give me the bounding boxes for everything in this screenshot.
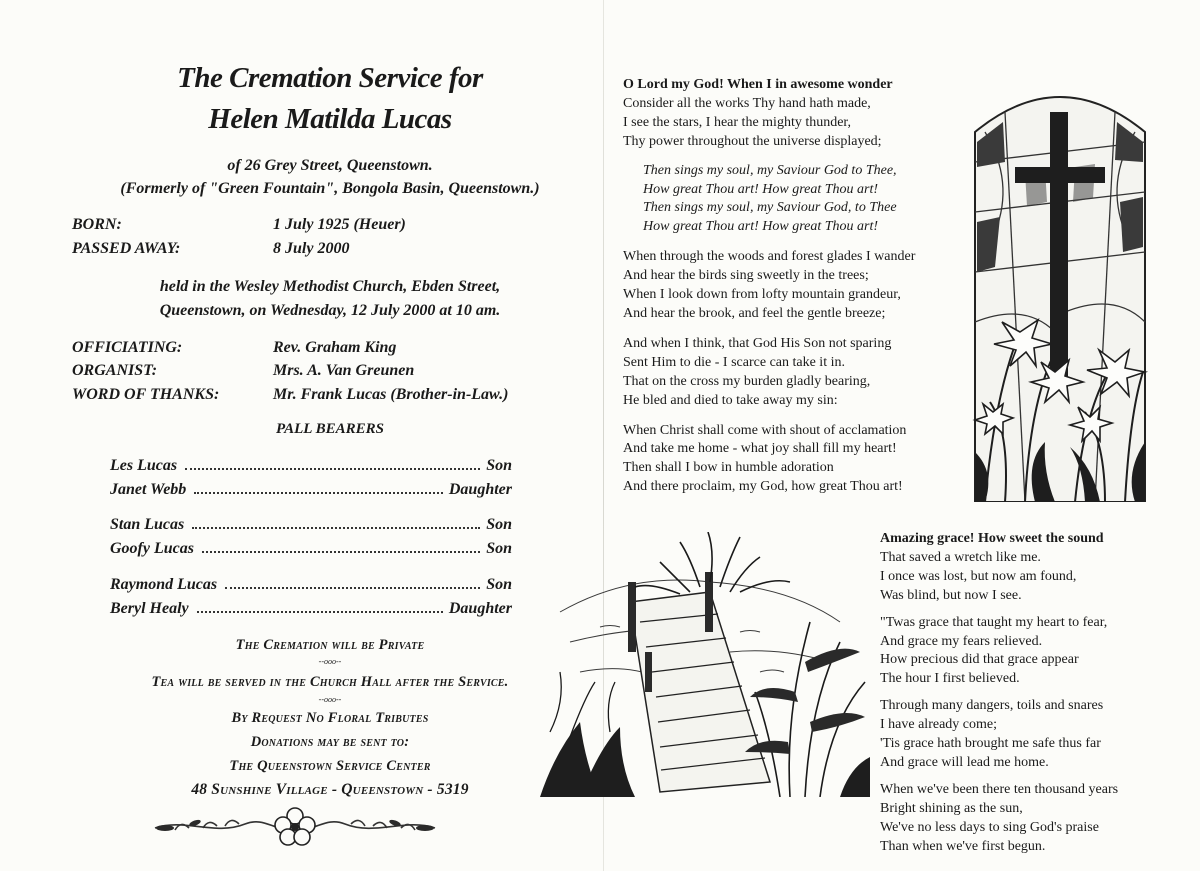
hymn-verse — [623, 422, 915, 498]
pall-bearer-entry — [110, 516, 512, 534]
pall-bearer-relation: Son — [486, 516, 512, 533]
address-line-1: of 26 Grey Street, Queenstown. — [227, 157, 433, 174]
title-line-2: Helen Matilda Lucas — [208, 103, 452, 135]
officiating-label: OFFICIATING: — [72, 339, 183, 356]
pall-bearer-entry — [110, 576, 512, 594]
organist-value: Mrs. A. Van Greunen — [273, 362, 415, 379]
hymn-line: And grace will lead me home. — [880, 754, 1049, 770]
hymn-verse — [880, 697, 1118, 773]
hymn-line: Than when we've first begun. — [880, 838, 1046, 854]
hymn-line: I once was lost, but now am found, — [880, 568, 1077, 584]
hymn-line: When through the woods and forest glades I wander — [623, 249, 916, 265]
pall-bearer-relation: Son — [486, 457, 512, 474]
donations-notice: Donations may be sent to: — [250, 734, 410, 750]
pall-bearers-heading: PALL BEARERS — [276, 421, 384, 437]
held-line-2: Queenstown, on Wednesday, 12 July 2000 at 10 am. — [159, 302, 501, 319]
dot-leader — [194, 492, 443, 494]
word-of-thanks-value: Mr. Frank Lucas (Brother-in-Law.) — [273, 386, 509, 403]
hymn-line: When Christ shall come with shout of acclamation — [623, 422, 907, 438]
pall-bearer-name: Beryl Healy — [110, 600, 189, 617]
hymn-line: How great Thou art! How great Thou art! — [643, 181, 879, 197]
pall-bearer-name: Raymond Lucas — [110, 576, 218, 593]
officiating-value: Rev. Graham King — [273, 339, 397, 356]
hymn-line: Then shall I bow in humble adoration — [623, 460, 834, 476]
hymn-how-great-thou-art — [623, 76, 915, 497]
held-line-1: held in the Wesley Methodist Church, Ebden Street, — [159, 278, 501, 295]
hymn-line: And there proclaim, my God, how great Thou art! — [623, 479, 903, 495]
hymn-verse — [880, 781, 1118, 857]
hymn-verse — [880, 614, 1118, 690]
hymn-verse — [623, 248, 915, 324]
hymn-first-line: Amazing grace! How sweet the sound — [880, 531, 1104, 546]
cremation-private-notice: The Cremation will be Private — [235, 637, 425, 653]
hymn-line: And when I think, that God His Son not sparing — [623, 335, 892, 351]
pall-bearer-name: Les Lucas — [110, 457, 178, 474]
pall-bearer-entry — [110, 540, 512, 558]
pall-bearer-relation: Daughter — [448, 481, 512, 498]
dot-leader — [185, 468, 480, 470]
born-value: 1 July 1925 (Heuer) — [273, 216, 406, 233]
hymn-line: How precious did that grace appear — [880, 652, 1079, 668]
hymn-verse — [880, 530, 1118, 606]
hymn-line: We've no less days to sing God's praise — [880, 819, 1099, 835]
floral-tributes-notice: By Request No Floral Tributes — [231, 710, 429, 726]
tea-notice: Tea will be served in the Church Hall after the Service. — [151, 674, 509, 690]
pall-bearer-entry — [110, 481, 512, 499]
dot-leader — [197, 611, 443, 613]
hymn-line: Then sings my soul, my Saviour God, to Thee — [643, 200, 897, 216]
pall-bearer-relation: Son — [486, 576, 512, 593]
hymn-line: Bright shining as the sun, — [880, 800, 1023, 816]
pall-bearer-entry — [110, 600, 512, 618]
hymn-line: He bled and died to take away my sin: — [623, 392, 838, 408]
pall-bearer-name: Stan Lucas — [110, 516, 185, 533]
dot-leader — [225, 587, 480, 589]
hymn-line: I see the stars, I hear the mighty thunder, — [623, 114, 852, 130]
hymn-line: And take me home - what joy shall fill my heart! — [623, 441, 897, 457]
hymn-line: Thy power throughout the universe displayed; — [623, 133, 882, 149]
hymn-line: When I look down from lofty mountain grandeur, — [623, 287, 901, 303]
hymn-line: That on the cross my burden gladly bearing, — [623, 373, 871, 389]
separator: --ooo-- — [318, 657, 342, 666]
pall-bearer-name: Goofy Lucas — [110, 540, 194, 557]
service-details-panel — [60, 0, 600, 871]
hymn-verse — [623, 335, 915, 411]
hymn-line: How great Thou art! How great Thou art! — [643, 219, 879, 235]
hymn-line: 'Tis grace hath brought me safe thus far — [880, 736, 1101, 752]
hymn-line: Was blind, but now I see. — [880, 587, 1022, 603]
stained-glass-cross-illustration — [965, 72, 1155, 502]
pall-bearer-name: Janet Webb — [110, 481, 187, 498]
floral-ornament — [145, 806, 445, 846]
service-center-name: The Queenstown Service Center — [229, 758, 431, 774]
hymn-line: And hear the birds sing sweetly in the trees; — [623, 268, 869, 284]
address-line-2: (Formerly of "Green Fountain", Bongola Basin, Queenstown.) — [120, 180, 540, 197]
hymn-line: And grace my fears relieved. — [880, 633, 1043, 649]
hymn-line: "Twas grace that taught my heart to fear, — [880, 614, 1108, 630]
hymn-line: The hour I first believed. — [880, 671, 1020, 687]
title-line-1: The Cremation Service for — [177, 62, 483, 94]
hymn-line: And hear the brook, and feel the gentle breeze; — [623, 305, 886, 321]
hymn-line: That saved a wretch like me. — [880, 549, 1041, 565]
bridge-pond-illustration — [540, 532, 870, 797]
hymn-line: Consider all the works Thy hand hath made, — [623, 95, 871, 111]
dot-leader — [192, 527, 480, 529]
hymn-line: Then sings my soul, my Saviour God to Thee, — [643, 162, 897, 178]
separator: --ooo-- — [318, 695, 342, 704]
born-label: BORN: — [72, 216, 122, 233]
hymn-line: Sent Him to die - I scarce can take it in. — [623, 354, 845, 370]
hymn-line: When we've been there ten thousand years — [880, 781, 1119, 797]
pall-bearer-relation: Son — [486, 540, 512, 557]
service-center-address: 48 Sunshine Village - Queenstown - 5319 — [191, 781, 469, 798]
pall-bearer-entry — [110, 457, 512, 475]
passed-away-label: PASSED AWAY: — [72, 240, 181, 257]
organist-label: ORGANIST: — [72, 362, 158, 379]
dot-leader — [202, 551, 480, 553]
hymn-line: I have already come; — [880, 717, 997, 733]
hymn-line: Through many dangers, toils and snares — [880, 698, 1104, 714]
passed-away-value: 8 July 2000 — [273, 240, 350, 257]
hymn-verse — [623, 76, 915, 152]
hymn-amazing-grace — [880, 530, 1118, 857]
hymn-first-line: O Lord my God! When I in awesome wonder — [623, 77, 893, 92]
hymn-chorus — [643, 162, 915, 238]
pall-bearer-relation: Daughter — [448, 600, 512, 617]
word-of-thanks-label: WORD OF THANKS: — [72, 386, 220, 403]
